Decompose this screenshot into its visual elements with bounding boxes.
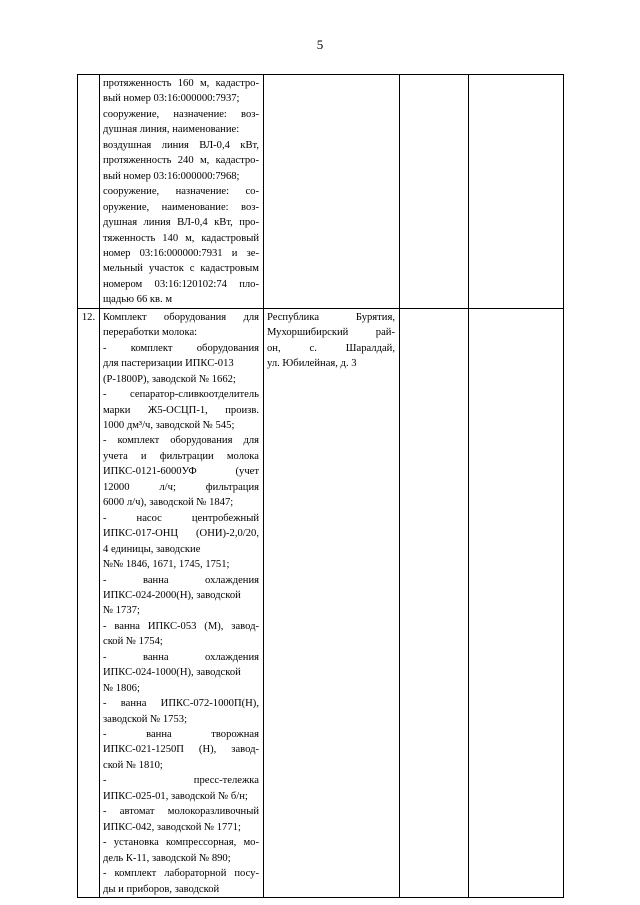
text-line: ИПКС-021-1250П (Н), завод- (103, 744, 259, 756)
object-description (100, 75, 264, 309)
text-line: сооружение, назначение: со- (103, 186, 259, 198)
text-line: - пресс-тележка (103, 775, 259, 787)
text-line: - автомат молокоразливочный (103, 806, 259, 818)
text-line: оружение, наименование: воз- (103, 201, 259, 213)
text-line: - ванна охлаждения (103, 651, 259, 663)
row-number (78, 75, 100, 309)
text-line: щадью 66 кв. м (103, 294, 173, 306)
text-line: переработки молока: (103, 327, 198, 339)
text-line: номером 03:16:120102:74 пло- (103, 278, 259, 290)
text-line: для пастеризации ИПКС-013 (103, 358, 234, 370)
text-line: заводской № 1753; (103, 713, 188, 725)
text-line: ИПКС-017-ОНЦ (ОНИ)-2,0/20, (103, 528, 259, 540)
object-address (264, 75, 400, 309)
text-line: душная линия ВЛ-0,4 кВт, про- (103, 217, 259, 229)
table-row (78, 308, 564, 897)
text-line: он, с. Шаралдай, (267, 342, 395, 354)
text-line: протяженность 240 м, кадастро- (103, 155, 259, 167)
text-line: тяженность 140 м, кадастровый (103, 232, 259, 244)
text-line: ИПКС-042, заводской № 1771; (103, 821, 241, 833)
text-line: воздушная линия ВЛ-0,4 кВт, (103, 139, 259, 151)
text-line: № 1806; (103, 682, 140, 694)
text-line: Мухоршибирский рай- (267, 327, 395, 339)
text-line: ИПКС-024-1000(Н), заводской (103, 667, 241, 679)
text-line: - ванна ИПКС-053 (М), завод- (103, 620, 259, 632)
text-line: ды и приборов, заводской (103, 883, 220, 895)
text-line: Комплект оборудования для (103, 311, 259, 323)
text-line: ской № 1810; (103, 759, 163, 771)
object-address (264, 308, 400, 897)
text-line: (Р-1800Р), заводской № 1662; (103, 373, 236, 385)
page-number: 5 (316, 37, 324, 52)
property-table (77, 74, 564, 898)
text-line: марки Ж5-ОСЦП-1, произв. (103, 404, 259, 416)
object-description (100, 308, 264, 897)
text-line: №№ 1846, 1671, 1745, 1751; (103, 559, 230, 571)
text-line: вый номер 03:16:000000:7937; (103, 93, 240, 105)
text-line: ИПКС-025-01, заводской № б/н; (103, 790, 248, 802)
text-line: № 1737; (103, 605, 140, 617)
text-line: 12000 л/ч; фильтрация (103, 481, 259, 493)
text-line: вый номер 03:16:000000:7968; (103, 170, 240, 182)
text-line: - сепаратор-сливкоотделитель (103, 389, 259, 401)
text-line: 1000 дм³/ч, заводской № 545; (103, 419, 235, 431)
empty-cell (469, 308, 564, 897)
text-line: 6000 л/ч), заводской № 1847; (103, 497, 234, 509)
empty-cell (400, 75, 469, 309)
text-line: 4 единицы, заводские (103, 543, 201, 555)
text-line: дель К-11, заводской № 890; (103, 852, 231, 864)
text-line: учета и фильтрации молока (103, 450, 259, 462)
text-line: - комплект оборудования для (103, 435, 259, 447)
text-line: сооружение, назначение: воз- (103, 108, 259, 120)
text-line: душная линия, наименование: (103, 124, 240, 136)
text-line: Республика Бурятия, (267, 311, 395, 323)
text-line: - комплект оборудования (103, 342, 259, 354)
text-line: ул. Юбилейная, д. 3 (267, 358, 357, 370)
text-line: - комплект лабораторной посу- (103, 868, 259, 880)
empty-cell (400, 308, 469, 897)
text-line: - ванна ИПКС-072-1000П(Н), (103, 698, 259, 710)
text-line: - ванна охлаждения (103, 574, 259, 586)
text-line: ИПКС-024-2000(Н), заводской (103, 589, 241, 601)
text-line: номер 03:16:000000:7931 и зе- (103, 247, 259, 259)
text-line: ской № 1754; (103, 636, 163, 648)
text-line: ИПКС-0121-6000УФ (учет (103, 466, 259, 478)
text-line: - ванна творожная (103, 729, 259, 741)
text-line: - насос центробежный (103, 512, 259, 524)
text-line: протяженность 160 м, кадастро- (103, 78, 259, 89)
table-row (78, 75, 564, 309)
text-line: мельный участок с кадастровым (103, 263, 259, 275)
empty-cell (469, 75, 564, 309)
text-line: - установка компрессорная, мо- (103, 837, 259, 849)
row-number: 12. (78, 308, 100, 897)
